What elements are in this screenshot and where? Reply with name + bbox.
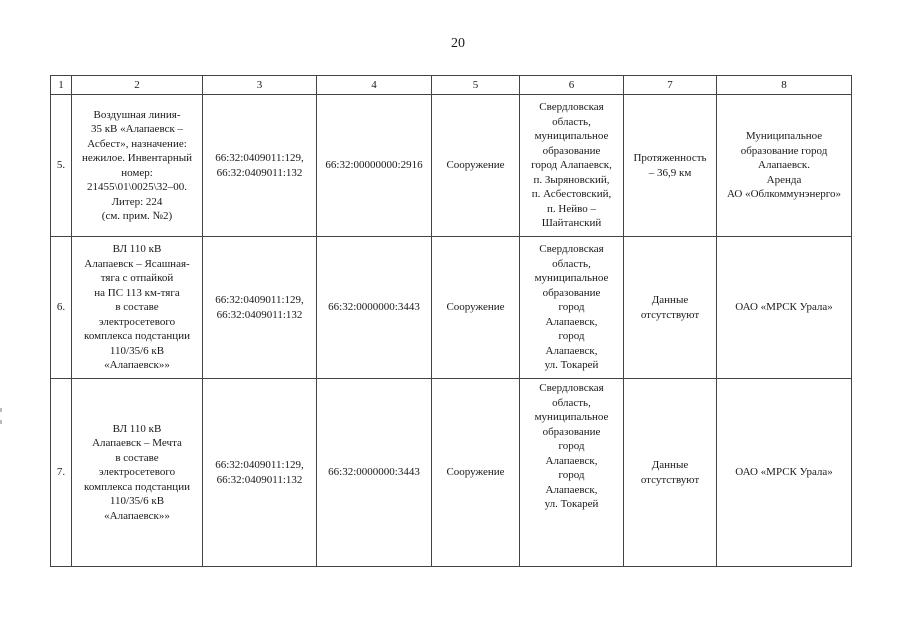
property-registry-table (50, 75, 852, 567)
land-parcels-cell: 66:32:0409011:129, 66:32:0409011:132 (203, 237, 317, 379)
characteristic-cell: Данные отсутствуют (624, 237, 717, 379)
owner-cell: Муниципальное образование город Алапаевск. Аренда АО «Облкоммунэнерго» (717, 95, 852, 237)
characteristic-cell: Протяженность – 36,9 км (624, 95, 717, 237)
cadastral-number-cell: 66:32:0000000:3443 (317, 237, 432, 379)
header-cell: 3 (203, 76, 317, 95)
header-cell: 4 (317, 76, 432, 95)
object-type-cell: Сооружение (432, 379, 520, 567)
cadastral-number-cell: 66:32:00000000:2916 (317, 95, 432, 237)
characteristic-cell: Данные отсутствуют (624, 379, 717, 567)
address-cell: Свердловская область, муниципальное образование город Алапаевск, город Алапаевск, ул. Токарей (520, 379, 624, 567)
object-name-cell: Воздушная линия- 35 кВ «Алапаевск – Асбест», назначение: нежилое. Инвентарный номер: 21455\01\0025\32–00. Литер: 224 (см. прим. №2) (72, 95, 203, 237)
row-number-cell: 5. (51, 95, 72, 237)
land-parcels-cell: 66:32:0409011:129, 66:32:0409011:132 (203, 379, 317, 567)
scan-edge-mark (0, 420, 2, 424)
cadastral-number-cell: 66:32:0000000:3443 (317, 379, 432, 567)
table-header-row (51, 76, 852, 95)
header-cell: 5 (432, 76, 520, 95)
object-type-cell: Сооружение (432, 95, 520, 237)
object-name-cell: ВЛ 110 кВ Алапаевск – Мечта в составе электросетевого комплекса подстанции 110/35/6 кВ «Алапаевск»» (72, 379, 203, 567)
object-name-cell: ВЛ 110 кВ Алапаевск – Ясашная- тяга с отпайкой на ПС 113 км-тяга в составе электросетевого комплекса подстанции 110/35/6 кВ «Алапаевск»» (72, 237, 203, 379)
owner-cell: ОАО «МРСК Урала» (717, 237, 852, 379)
table-row (51, 95, 852, 237)
land-parcels-cell: 66:32:0409011:129, 66:32:0409011:132 (203, 95, 317, 237)
header-cell: 2 (72, 76, 203, 95)
header-cell: 6 (520, 76, 624, 95)
table-row (51, 237, 852, 379)
object-type-cell: Сооружение (432, 237, 520, 379)
page-number: 20 (451, 36, 465, 51)
header-cell: 7 (624, 76, 717, 95)
owner-cell: ОАО «МРСК Урала» (717, 379, 852, 567)
header-cell: 1 (51, 76, 72, 95)
address-cell: Свердловская область, муниципальное образование город Алапаевск, город Алапаевск, ул. Токарей (520, 237, 624, 379)
row-number-cell: 7. (51, 379, 72, 567)
header-cell: 8 (717, 76, 852, 95)
table-row (51, 379, 852, 567)
row-number-cell: 6. (51, 237, 72, 379)
scan-edge-mark (0, 408, 2, 412)
address-cell: Свердловская область, муниципальное образование город Алапаевск, п. Зыряновский, п. Асбестовский, п. Нейво – Шайтанский (520, 95, 624, 237)
